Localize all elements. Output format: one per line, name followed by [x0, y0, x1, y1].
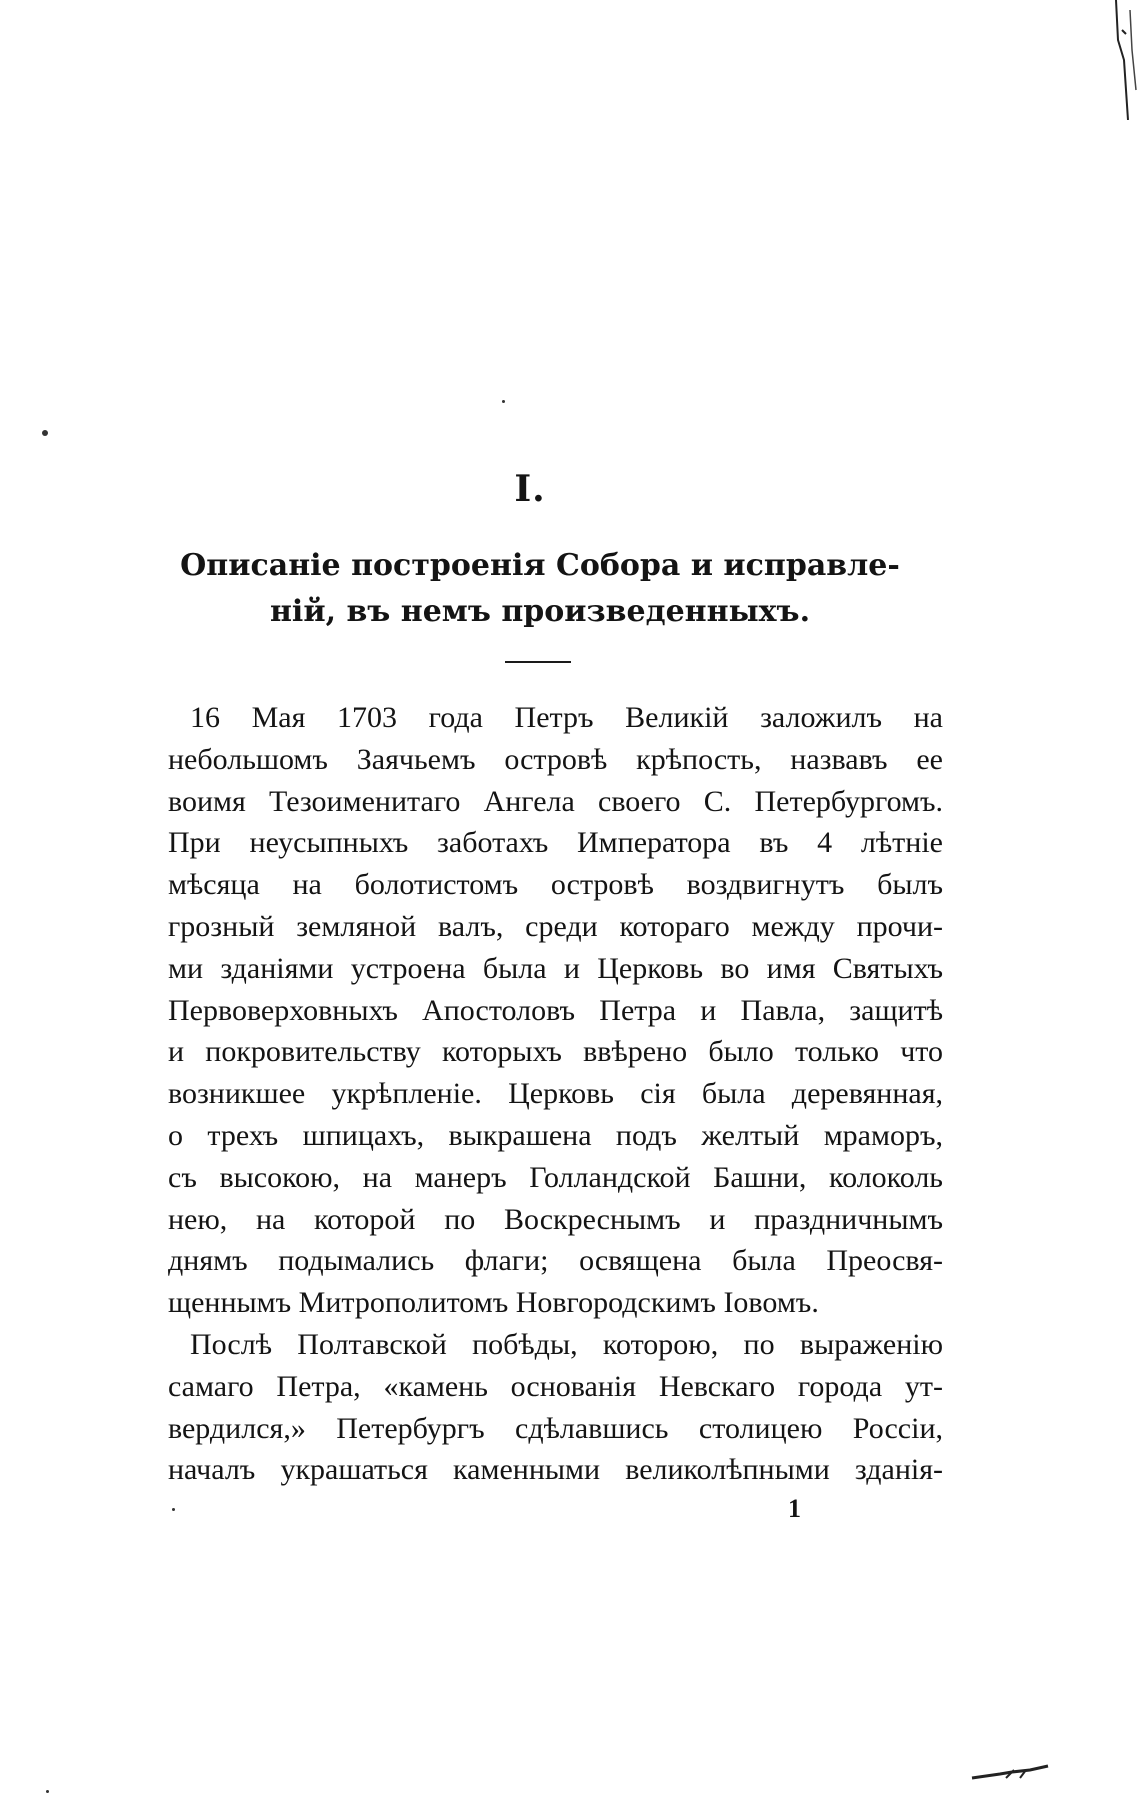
text-line: началъ украшаться каменными великолѣпными зданія-: [168, 1453, 943, 1487]
text-line: днямъ подымались флаги; освящена была Преосвя-: [168, 1244, 943, 1278]
chapter-numeral: I.: [514, 468, 546, 510]
paragraph: [168, 697, 943, 1324]
text-line: съ высокою, на манеръ Голландской Башни, колоколь: [168, 1160, 943, 1194]
page-edge-mark: [1106, 0, 1140, 120]
text-line: и покровительству которыхъ ввѣрено было только что: [168, 1035, 943, 1069]
ink-speck: [502, 400, 505, 403]
text-line: небольшомъ Заячьемъ островѣ крѣпость, назвавъ ее: [168, 742, 943, 776]
text-line: Первоверховныхъ Апостоловъ Петра и Павла, защитѣ: [168, 993, 943, 1027]
text-line: возникшее укрѣпленіе. Церковь сія была деревянная,: [168, 1077, 943, 1111]
text-line: грозный земляной валъ, среди котораго между прочи-: [168, 909, 943, 943]
chapter-title: [140, 543, 940, 635]
text-line: ми зданіями устроена была и Церковь во имя Святыхъ: [168, 951, 943, 985]
body-text: [168, 697, 943, 1491]
text-line: о трехъ шпицахъ, выкрашена подъ желтый мраморъ,: [168, 1118, 943, 1152]
paragraph: [168, 1324, 943, 1491]
text-line: мѣсяца на болотистомъ островѣ воздвигнутъ былъ: [168, 868, 943, 902]
title-separator-rule: [505, 661, 571, 663]
ink-speck: [46, 1790, 49, 1793]
text-line: вердился,» Петербургъ сдѣлавшись столицею Россіи,: [168, 1411, 943, 1445]
ink-speck: [172, 1508, 175, 1511]
chapter-title-line: Описаніе построенія Собора и исправле-: [180, 548, 900, 583]
text-line: самаго Петра, «камень основанія Невскаго города ут-: [168, 1369, 943, 1403]
text-line: Послѣ Полтавской побѣды, которою, по выраженію: [190, 1327, 943, 1361]
text-line: воимя Тезоименитаго Ангела своего С. Петербургомъ.: [168, 784, 943, 818]
text-line: щеннымъ Митрополитомъ Новгородскимъ Іовомъ.: [168, 1286, 819, 1320]
text-line: нею, на которой по Воскреснымъ и праздничнымъ: [168, 1202, 943, 1236]
chapter-title-line: ній, въ немъ произведенныхъ.: [269, 594, 811, 629]
page-number: 1: [788, 1494, 801, 1523]
text-line: При неусыпныхъ заботахъ Императора въ 4 лѣтніе: [168, 826, 943, 860]
ink-speck: [42, 430, 48, 436]
page-corner-mark: [970, 1764, 1050, 1782]
text-line: 16 Мая 1703 года Петръ Великій заложилъ на: [190, 701, 943, 734]
